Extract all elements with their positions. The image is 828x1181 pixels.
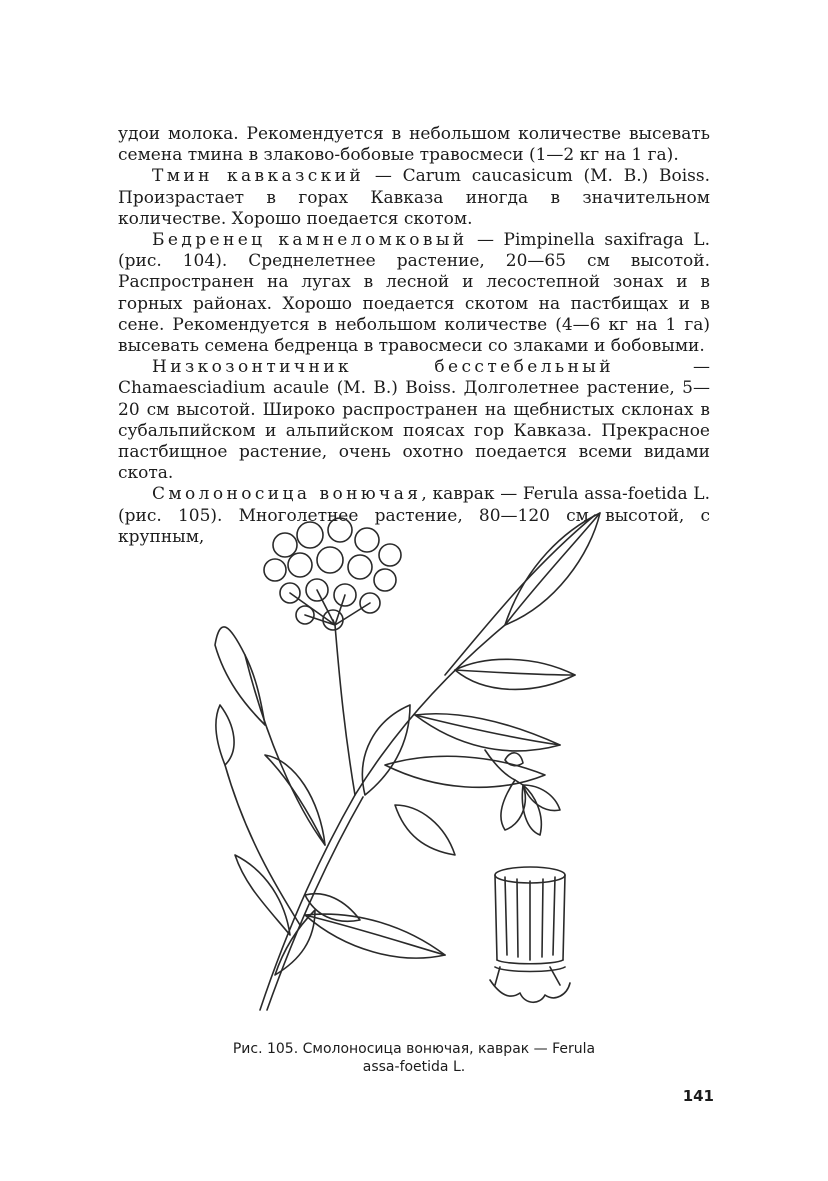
flower-detail [485, 750, 560, 835]
leaf [385, 756, 545, 787]
root-section [490, 867, 570, 1002]
paragraph-3-term: Бедренец камнеломковый [152, 230, 468, 251]
plant-illustration [205, 505, 615, 1030]
paragraph-3-text: — Pimpinella saxifraga L. (рис. 104). Среднелетнее растение, 20—65 см высотой. Распространен на лугах в лесной и лесостепной зонах и в горных районах. Хорошо поедается скотом на пастбищах и в сене. Рекомендуется в небольшом количестве (4—6 кг на 1 га) высевать семена бедренца в травосмеси со злаками и бобовыми. [118, 230, 710, 357]
paragraph-2 [118, 166, 710, 230]
paragraph-5-term: Смолоносица вонючая [152, 484, 422, 505]
paragraph-5-text: , каврак — Ferula assa-foetida L. (рис. 105). Многолетнее растение, 80—120 см высотой, с крупным, [118, 484, 710, 547]
leaf [275, 910, 315, 975]
paragraph-4-term: Низкозонтичник бесстебельный [152, 357, 614, 378]
leaf [215, 627, 265, 725]
caption-line-1: Рис. 105. Смолоносица вонючая, каврак — Ferula [232, 1041, 596, 1057]
paragraph-1-text: удои молока. Рекомендуется в небольшом количестве высевать семена тмина в злаково-бобовые травосмеси (1—2 кг на 1 га). [118, 124, 710, 166]
leaf-vein [455, 670, 575, 675]
leaf [395, 805, 455, 855]
caption-line-2: assa-foetida L. [362, 1059, 466, 1075]
paragraph-2-term: Тмин кавказский [152, 166, 365, 187]
body-text [118, 124, 710, 548]
paragraph-1 [118, 124, 710, 166]
main-stem [260, 625, 505, 1010]
flower-umbel [264, 518, 401, 630]
leaf [216, 705, 234, 765]
branch-upper-right [445, 515, 595, 675]
page-number: 141 [682, 1087, 714, 1105]
ferula-drawing [205, 505, 615, 1030]
paragraph-4-text: — Chamaesciadium acaule (M. B.) Boiss. Долголетнее растение, 5—20 см высотой. Широко распространен на щебнистых склонах в субальпийском и альпийском поясах гор Кавказа. Прекрасное пастбищное растение, очень охотно поедается всеми видами скота. [118, 357, 710, 484]
leaf-vein [505, 513, 600, 625]
paragraph-3 [118, 230, 710, 357]
paragraph-2-text: — Carum caucasicum (M. B.) Boiss. Произрастает в горах Кавказа иногда в значительном количестве. Хорошо поедается скотом. [118, 166, 710, 229]
paragraph-4 [118, 357, 710, 484]
umbel-stalk [335, 625, 355, 795]
figure-caption [170, 1040, 658, 1076]
branch-left [245, 655, 325, 845]
